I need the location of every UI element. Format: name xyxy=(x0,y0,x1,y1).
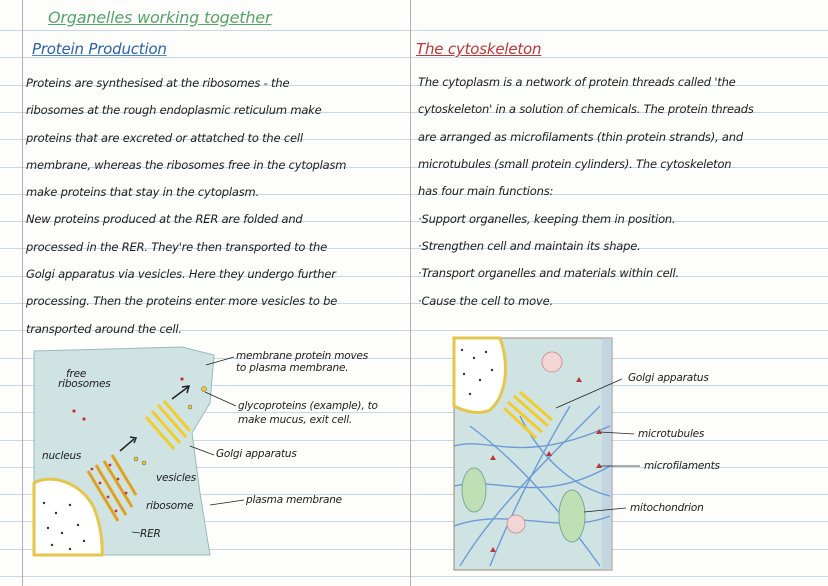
label-ribosome: ribosome xyxy=(146,500,194,512)
label-rer: RER xyxy=(140,528,161,540)
bullet-3-text: Transport organelles and materials within cell. xyxy=(421,266,679,280)
label-vesicles: vesicles xyxy=(156,472,197,484)
left-line-2: ribosomes at the rough endoplasmic reticulum make xyxy=(26,103,322,117)
label-ribosomes: ribosomes xyxy=(58,378,111,390)
left-line-5: make proteins that stay in the cytoplasm. xyxy=(26,185,259,199)
left-line-10: transported around the cell. xyxy=(26,322,182,336)
right-line-1: The cytoplasm is a network of protein threads called 'the xyxy=(418,75,736,89)
label-golgi-right: Golgi apparatus xyxy=(628,372,709,384)
label-plasma-membrane: plasma membrane xyxy=(246,494,342,506)
label-glycoproteins-2: make mucus, exit cell. xyxy=(238,414,353,426)
right-line-5: has four main functions: xyxy=(418,184,554,198)
left-line-4: membrane, whereas the ribosomes free in the cytoplasm xyxy=(26,158,347,172)
left-line-6: New proteins produced at the RER are folded and xyxy=(26,212,303,226)
label-nucleus: nucleus xyxy=(42,450,82,462)
bullet-2: ·Strengthen cell and maintain its shape. xyxy=(418,239,641,253)
label-golgi-left: Golgi apparatus xyxy=(216,448,297,460)
right-line-2: cytoskeleton' in a solution of chemicals. The protein threads xyxy=(418,102,754,116)
left-line-3: proteins that are excreted or attatched to the cell xyxy=(26,131,303,145)
label-mitochondrion: mitochondrion xyxy=(630,502,704,514)
left-line-8: Golgi apparatus via vesicles. Here they undergo further xyxy=(26,267,336,281)
right-line-3: are arranged as microfilaments (thin protein strands), and xyxy=(418,130,743,144)
left-line-7: processed in the RER. They're then transported to the xyxy=(26,240,327,254)
heading-protein-production: Protein Production xyxy=(32,40,167,58)
bullet-1: ·Support organelles, keeping them in position. xyxy=(418,212,676,226)
bullet-3: ·Transport organelles and materials within cell. xyxy=(418,266,679,280)
bullet-4: ·Cause the cell to move. xyxy=(418,294,553,308)
bullet-1-text: Support organelles, keeping them in position. xyxy=(421,212,676,226)
left-line-1: Proteins are synthesised at the ribosomes - the xyxy=(26,76,290,90)
right-line-4: microtubules (small protein cylinders). The cytoskeleton xyxy=(418,157,732,171)
label-free: free xyxy=(66,368,87,380)
left-line-9: processing. Then the proteins enter more vesicles to be xyxy=(26,294,338,308)
bullet-4-text: Cause the cell to move. xyxy=(421,294,553,308)
label-microtubules: microtubules xyxy=(638,428,705,440)
label-membrane-protein-2: to plasma membrane. xyxy=(236,362,349,374)
page-title: Organelles working together xyxy=(48,8,272,27)
heading-cytoskeleton: The cytoskeleton xyxy=(416,40,542,58)
label-glycoproteins: glycoproteins (example), to xyxy=(238,400,378,412)
label-membrane-protein: membrane protein moves xyxy=(236,350,369,362)
label-microfilaments: microfilaments xyxy=(644,460,720,472)
bullet-2-text: Strengthen cell and maintain its shape. xyxy=(421,239,641,253)
